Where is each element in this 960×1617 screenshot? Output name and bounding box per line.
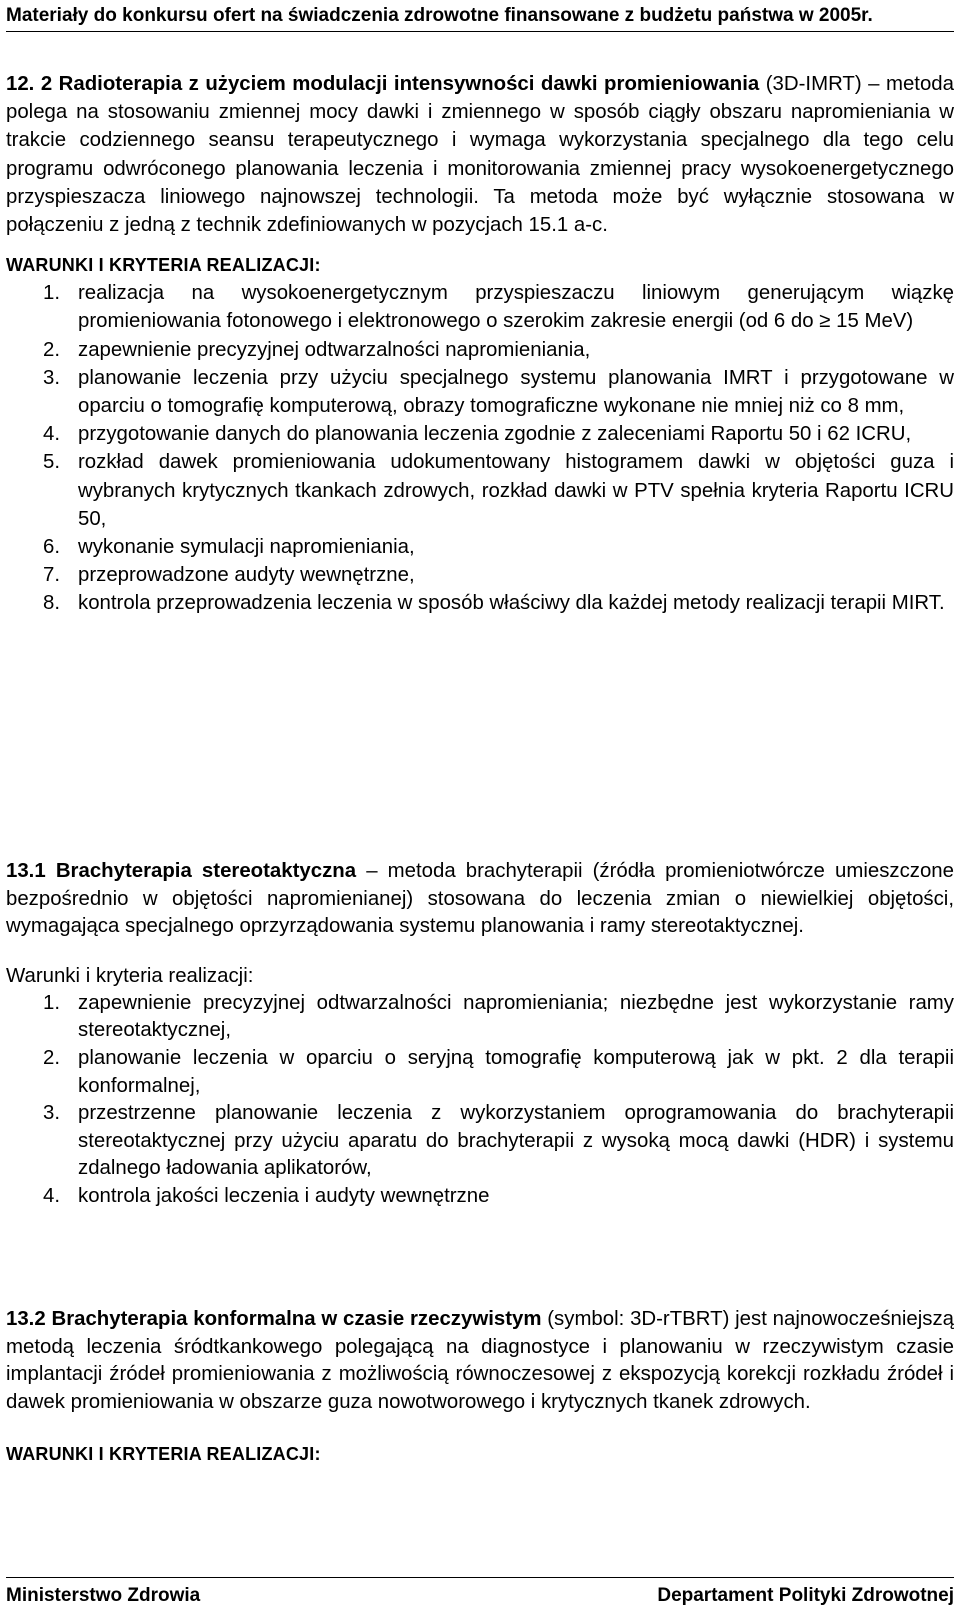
list-item-text: kontrola jakości leczenia i audyty wewnętrzne <box>78 1184 490 1207</box>
page-header: Materiały do konkursu ofert na świadczenia zdrowotne finansowane z budżetu państwa w 2005r. <box>6 4 954 32</box>
list-item-text: zapewnienie precyzyjnej odtwarzalności napromieniania; niezbędne jest wykorzystanie ramy stereotaktycznej, <box>78 991 954 1042</box>
list-item <box>6 1100 954 1183</box>
section-13-1-conditions-list <box>6 990 954 1211</box>
section-13-1-conditions-heading: Warunki i kryteria realizacji: <box>6 964 254 987</box>
section-12-2-body: (3D-IMRT) – metoda polega na stosowaniu zmiennej mocy dawki i zmiennego w sposób ciągły obszaru napromieniania w trakcie codziennego seansu terapeutycznego i wymaga wykorzystania specjalnego dla tego celu programu odwróconego planowania leczenia i monitorowania zmiennej pracy wysokoenergetycznego przyspieszacza liniowego najnowszej technologii. Ta metoda może być wyłącznie stosowana w połączeniu z jedną z technik zdefiniowanych w pozycjach 15.1 a-c. <box>6 73 954 237</box>
list-item <box>6 589 954 617</box>
list-item-text: przeprowadzone audyty wewnętrzne, <box>78 564 415 587</box>
section-13-2 <box>6 1306 954 1468</box>
section-13-1-intro <box>6 858 954 941</box>
list-item-text: przygotowanie danych do planowania leczenia zgodnie z zaleceniami Raportu 50 i 62 ICRU, <box>78 423 912 446</box>
footer-department: Departament Polityki Zdrowotnej <box>657 1585 954 1606</box>
section-13-2-body: (symbol: 3D-rTBRT) jest najnowocześniejszą metodą leczenia śródtkankowego polegającą na diagnostyce i planowaniu w rzeczywistym czasie implantacji źródeł promieniowania z możliwością równoczesowej z ekspozycją korekcji rozkładu źródeł i dawek promieniowania w obszarze guza nowotworowego i krytycznych tkanek zdrowych. <box>6 1308 955 1413</box>
section-12-2-number: 12. 2 <box>6 73 53 95</box>
section-13-2-title: Brachyterapia konformalna w czasie rzeczywistym <box>51 1308 542 1330</box>
section-13-2-conditions-heading: WARUNKI I KRYTERIA REALIZACJI: <box>6 1444 321 1465</box>
list-item-text: planowanie leczenia w oparciu o seryjną tomografię komputerową jak w pkt. 2 dla terapii konformalnej, <box>78 1046 954 1097</box>
list-item <box>6 364 954 420</box>
list-item <box>6 1045 954 1100</box>
list-item-text: kontrola przeprowadzenia leczenia w sposób właściwy dla każdej metody realizacji terapii MIRT. <box>78 592 945 615</box>
list-item-number: 7. <box>43 564 61 587</box>
section-13-2-number: 13.2 <box>6 1308 46 1330</box>
section-13-2-intro <box>6 1306 954 1416</box>
list-item-number: 4. <box>43 1184 61 1207</box>
list-item-number: 1. <box>43 991 61 1014</box>
section-12-2-title: Radioterapia z użyciem modulacji intensywności dawki promieniowania <box>58 73 760 95</box>
list-item <box>6 990 954 1045</box>
list-item <box>6 420 954 448</box>
page-footer <box>6 1577 954 1606</box>
section-12-2-intro <box>6 70 954 239</box>
list-item <box>6 533 954 561</box>
list-item-number: 2. <box>43 1046 61 1069</box>
list-item-text: rozkład dawek promieniowania udokumentowany histogramem dawki w objętości guza i wybranych krytycznych tkankach zdrowych, rozkład dawki w PTV spełnia kryteria Raportu ICRU 50, <box>78 451 954 530</box>
section-13-1-title: Brachyterapia stereotaktyczna <box>55 860 357 882</box>
list-item-text: realizacja na wysokoenergetycznym przyspieszaczu liniowym generującym wiązkę promieniowania fotonowego i elektronowego o szerokim zakresie energii (od 6 do ≥ 15 MeV) <box>78 282 954 333</box>
list-item <box>6 448 954 533</box>
list-item-number: 5. <box>43 451 61 474</box>
section-12-2-conditions-heading: WARUNKI I KRYTERIA REALIZACJI: <box>6 255 321 276</box>
list-item-text: przestrzenne planowanie leczenia z wykorzystaniem oprogramowania do brachyterapii stereotaktycznej przy użyciu aparatu do brachyterapii z wysoką mocą dawki (HDR) i systemu zdalnego ładowania aplikatorów, <box>78 1102 954 1180</box>
list-item-text: planowanie leczenia przy użyciu specjalnego systemu planowania IMRT i przygotowane w oparciu o tomografię komputerową, obrazy tomograficzne wykonane nie mniej niż co 8 mm, <box>78 366 954 418</box>
list-item-number: 2. <box>43 338 61 361</box>
section-13-1-body: – metoda brachyterapii (źródła promieniotwórcze umieszczone bezpośrednio w objętości napromienianej) stosowana do leczenia zmian o niewielkiej objętości, wymagająca specjalnego oprzyrządowania systemu planowania i ramy stereotaktycznej. <box>6 860 954 938</box>
list-item-text: zapewnienie precyzyjnej odtwarzalności napromieniania, <box>78 338 591 361</box>
list-item-number: 8. <box>43 592 61 615</box>
list-item <box>6 279 954 335</box>
section-13-1-number: 13.1 <box>6 860 46 882</box>
list-item-number: 4. <box>43 423 61 446</box>
list-item-number: 1. <box>43 282 61 305</box>
section-12-2-conditions-list <box>6 279 954 617</box>
footer-ministry: Ministerstwo Zdrowia <box>6 1585 201 1606</box>
list-item-text: wykonanie symulacji napromieniania, <box>78 536 415 559</box>
list-item <box>6 1183 954 1211</box>
list-item-number: 3. <box>43 366 61 389</box>
list-item <box>6 336 954 364</box>
list-item-number: 3. <box>43 1102 61 1125</box>
section-12-2 <box>6 70 954 618</box>
section-13-1 <box>6 858 954 1211</box>
list-item-number: 6. <box>43 536 61 559</box>
list-item <box>6 561 954 589</box>
